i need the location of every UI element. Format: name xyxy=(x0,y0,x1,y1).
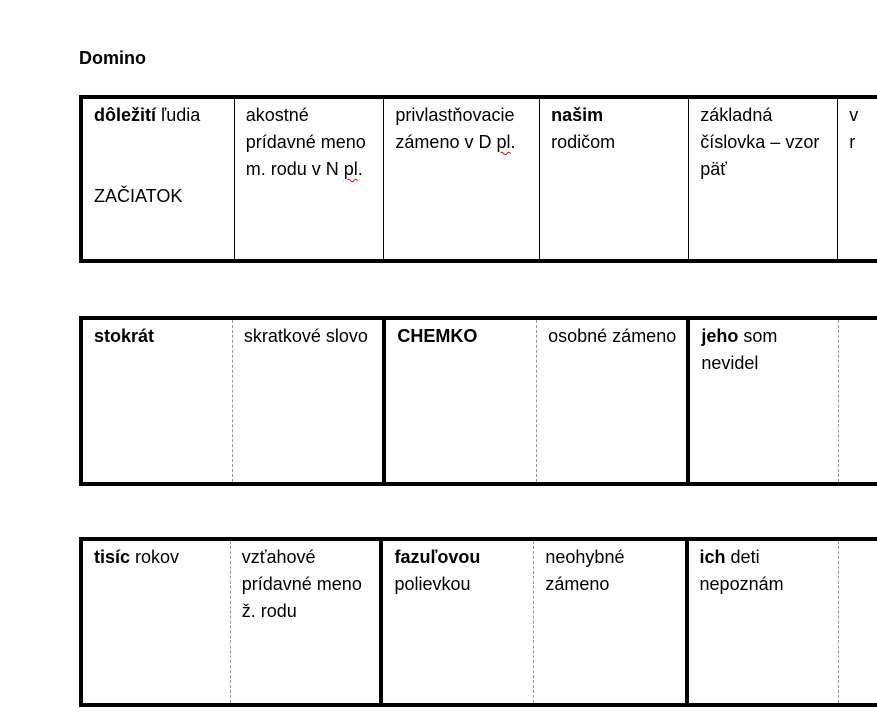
domino-table-1 xyxy=(79,95,877,263)
card-bold-text: našim xyxy=(551,105,604,125)
domino-card-cell xyxy=(230,539,381,705)
card-bold-text: ich xyxy=(699,547,726,567)
card-text: . xyxy=(357,159,363,179)
domino-card-cell-clipped xyxy=(839,539,877,705)
card-bold-text: jeho xyxy=(701,326,739,346)
domino-card-cell-clipped xyxy=(839,318,877,484)
domino-card-cell xyxy=(234,97,384,261)
domino-card-cell xyxy=(537,318,689,484)
card-text: polievkou xyxy=(394,574,471,594)
card-bold-text: stokrát xyxy=(94,326,155,346)
card-text: . xyxy=(510,132,516,152)
spelling-flagged-word[interactable]: pl xyxy=(343,159,358,179)
spelling-flagged-word[interactable]: pl xyxy=(496,132,511,152)
card-bold-text: fazuľovou xyxy=(394,547,481,567)
card-text: rodičom xyxy=(551,132,616,152)
card-text: skratkové slovo xyxy=(243,326,368,346)
table-row xyxy=(81,539,877,705)
card-bold-text: dôležití xyxy=(94,105,156,125)
card-text: deti nepoznám xyxy=(699,547,784,594)
card-text: neohybné zámeno xyxy=(545,547,625,594)
card-text: rokov xyxy=(130,547,180,567)
domino-card-cell-clipped xyxy=(838,97,877,261)
card-text: privlastňovacie zámeno v D xyxy=(395,105,515,152)
card-text: osobné zámeno xyxy=(548,326,677,346)
card-text: v xyxy=(849,105,859,125)
domino-card-cell xyxy=(534,539,687,705)
domino-card-cell xyxy=(81,97,234,261)
domino-card-cell xyxy=(688,318,838,484)
domino-table-2 xyxy=(79,316,877,486)
domino-card-cell xyxy=(232,318,384,484)
card-text: akostné prídavné meno m. rodu v N xyxy=(245,105,366,179)
card-text: som nevidel xyxy=(701,326,778,373)
card-text: ľudia xyxy=(156,105,201,125)
domino-card-cell xyxy=(381,539,533,705)
document-title: Domino xyxy=(79,48,146,68)
table-row xyxy=(81,318,877,484)
domino-card-cell xyxy=(384,97,540,261)
domino-card-cell xyxy=(81,318,232,484)
domino-card-cell xyxy=(687,539,839,705)
domino-card-cell xyxy=(81,539,230,705)
card-text: vzťahové prídavné meno ž. rodu xyxy=(241,547,362,621)
domino-card-cell xyxy=(384,318,536,484)
card-text: r xyxy=(849,132,856,152)
domino-card-cell xyxy=(540,97,689,261)
card-text: základná číslovka – vzor päť xyxy=(700,105,820,179)
domino-table-3 xyxy=(79,537,877,707)
spacer xyxy=(94,129,224,183)
card-bold-text: tisíc xyxy=(94,547,131,567)
start-label: ZAČIATOK xyxy=(94,186,183,206)
card-bold-text: CHEMKO xyxy=(397,326,478,346)
table-row xyxy=(81,97,877,261)
domino-card-cell xyxy=(689,97,838,261)
